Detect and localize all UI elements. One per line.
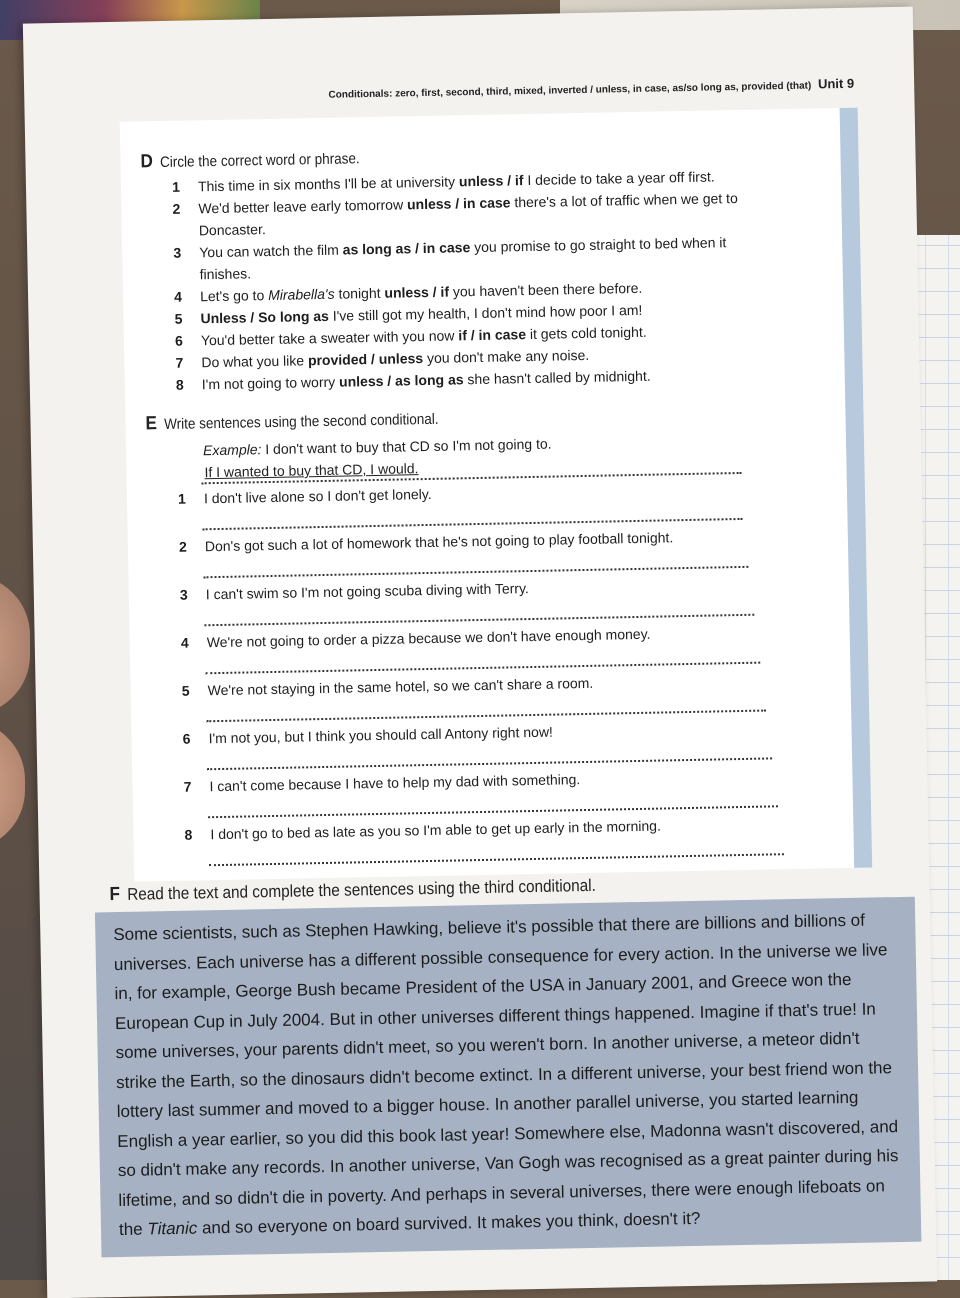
e-example-answer: If I wanted to buy that CD, I would. <box>204 460 419 481</box>
exercise-panel: D Circle the correct word or phrase. 1 This time in six months I'll be at university unless / if I decide to take a year off first. 2 We'd better leave early tomorrow unless / in case there's a lot of traffic when we get to Doncaster. 3 You can watch the film as long as / in case you promise to go straight to bed when it finishes. 4 Let's go to Mirabella's tonight unless / if you haven't been there before. 5 Unless / So long as I've still got my health, I don't mind how poor I am! 6 You'd better take a sweater with you now if / in case it gets cold tonight. 7 Do what you like provided / unless you don't make any noise. 8 I'm not going to worry unless / as long as she hasn't called by midnight. E Write sentences using the second conditional. Example: I don't want to buy that CD so I'm not going to. If I wanted to buy that CD, I would. 1 I don't live alone so I don't get lonely. 2 Don's got such a lot of homework that he's not going to play football tonight. 3 I can't swim so I'm not going scuba diving with Terry. 4 We're not going to order a pizza because we don't have enough money. 5 We're not staying in the same hotel, so we can't share a room. 6 I'm not you, but I think you should call Antony right now! 7 I can't come because I have to help my dad with something. 8 I don't go to bed as late as you so I'm able to get up early in the morning. <box>120 108 872 882</box>
answer-line-8[interactable] <box>209 853 784 866</box>
hand <box>0 720 25 850</box>
answer-line-5[interactable] <box>206 710 766 723</box>
choice-option[interactable]: provided / unless <box>307 350 424 369</box>
page-header <box>254 76 854 103</box>
answer-line-4[interactable] <box>205 662 760 675</box>
header-topics: Conditionals: zero, first, second, third, mixed, inverted / unless, in case, as/so long as, provided (that) <box>328 80 812 101</box>
answer-line-3[interactable] <box>204 614 754 627</box>
choice-option[interactable]: if / in case <box>458 326 527 344</box>
answer-line-7[interactable] <box>208 805 778 818</box>
choice-option[interactable]: as long as / in case <box>342 239 471 258</box>
header-unit: Unit 9 <box>817 75 855 92</box>
worksheet-page <box>23 7 937 1298</box>
choice-option[interactable]: unless / as long as <box>338 371 464 390</box>
finger <box>0 575 30 715</box>
section-e-title: E Write sentences using the second conditional. <box>145 410 439 435</box>
reading-text: Some scientists, such as Stephen Hawking, believe it's possible that there are billions and billions of universes. Each universe has a different possible consequence for every action. In the universe we live in, for example, George Bush became President of the USA in January 2001, and Greece won the European Cup in July 2004. But in other universes different things happened. Imagine if that's true! In some universes, your parents didn't meet, so you weren't born. In another universe, a meteor didn't strike the Earth, so the dinosaurs didn't become extinct. In a different universe, your best friend won the lottery last summer and moved to a bigger house. In another parallel universe, you started learning English a year earlier, so you did this book last year! Somewhere else, Madonna wasn't discovered, and so didn't make any records. In another universe, Van Gogh was recognised as a great painter during his lifetime, and so didn't die in poverty. And perhaps in several universes, there were enough lifeboats on the Titanic and so everyone on board survived. It makes you think, doesn't it? <box>113 910 899 1240</box>
section-f-title: F Read the text and complete the sentences using the third conditional. <box>109 875 596 906</box>
section-d-title: D Circle the correct word or phrase. <box>140 150 360 173</box>
choice-option[interactable]: Unless / So long as <box>200 307 330 327</box>
answer-line-2[interactable] <box>203 566 748 578</box>
choice-option[interactable]: unless / in case <box>406 194 511 213</box>
reading-text-box <box>95 897 921 1258</box>
choice-option[interactable]: unless / if <box>458 172 524 190</box>
choice-option[interactable]: unless / if <box>384 283 450 301</box>
answer-line-6[interactable] <box>207 757 772 770</box>
answer-line-1[interactable] <box>203 518 743 530</box>
